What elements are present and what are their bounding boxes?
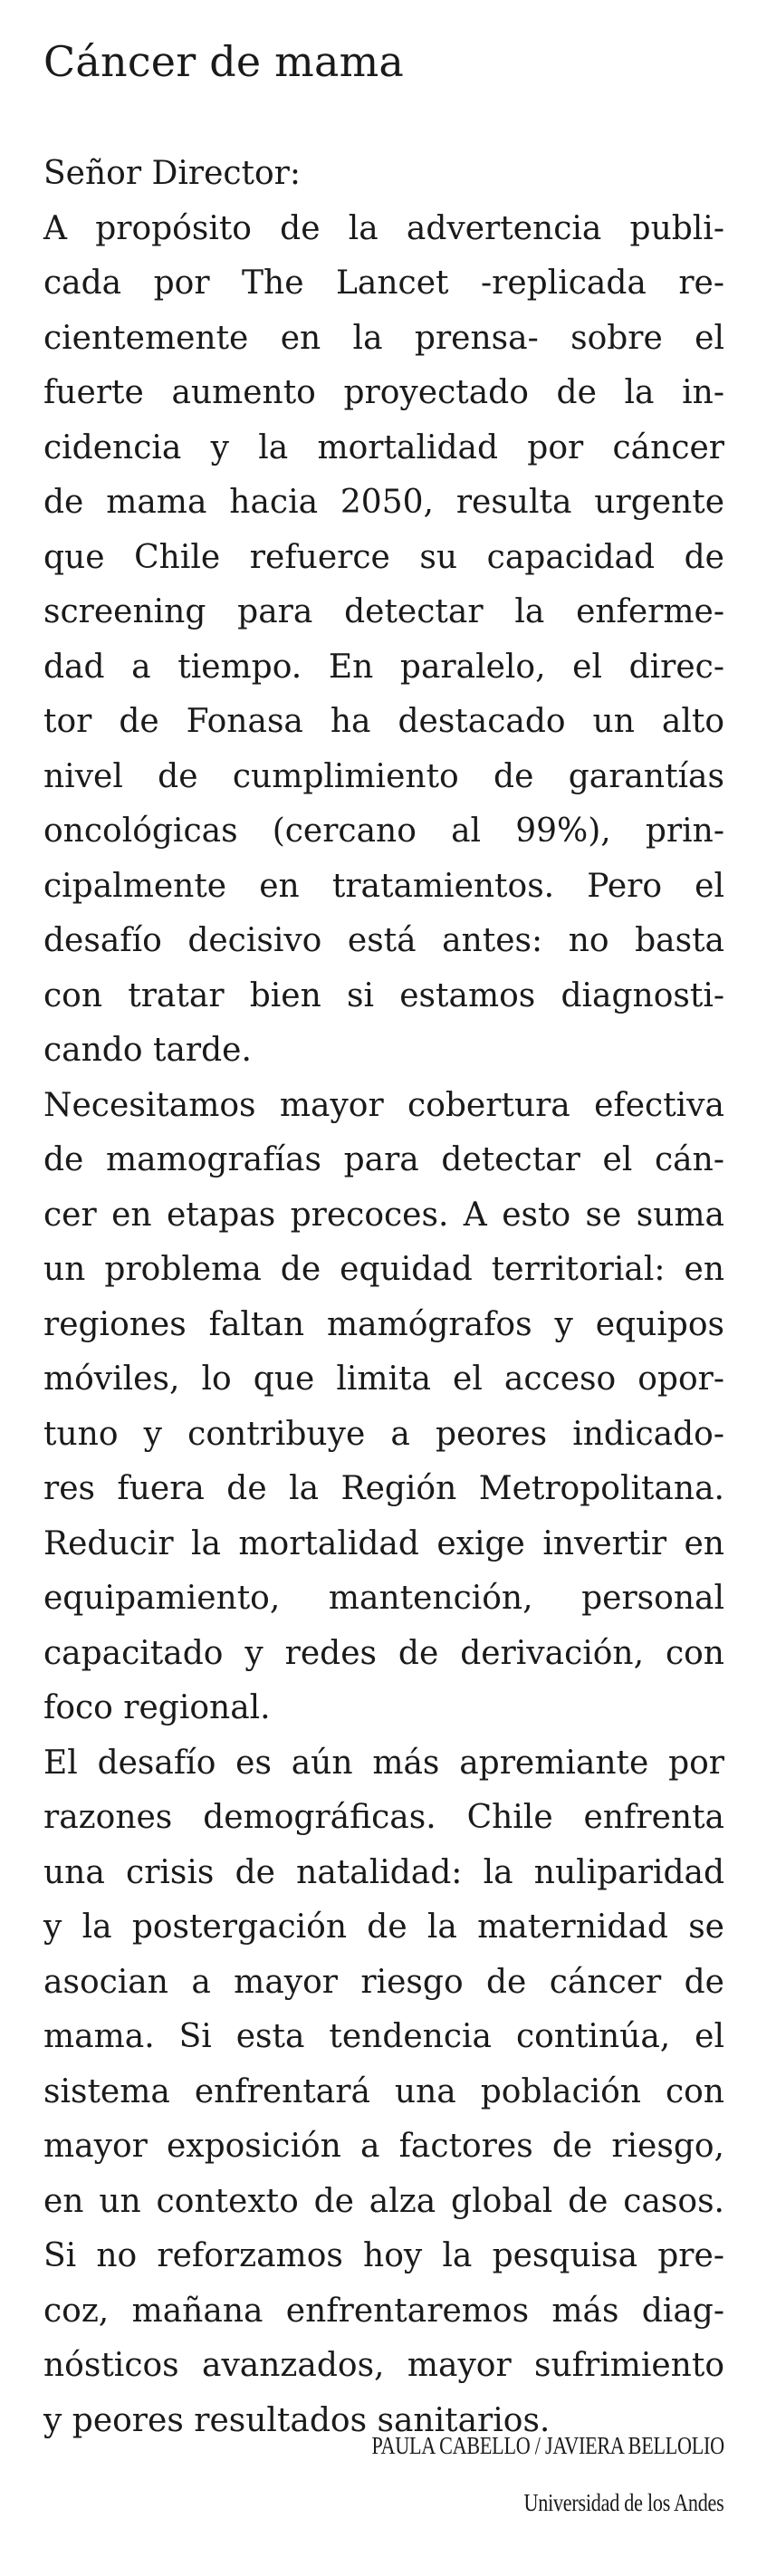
- body-line: sistema enfrentará una población con: [43, 2072, 724, 2110]
- body-line: regiones faltan mamógrafos y equipos: [43, 1305, 724, 1343]
- body-line: cando tarde.: [43, 1032, 252, 1069]
- body-line: cidencia y la mortalidad por cáncer: [43, 428, 724, 466]
- body-line: y peores resultados sanitarios.: [43, 2401, 551, 2439]
- body-line: fuerte aumento proyectado de la in-: [43, 374, 724, 411]
- body-line: una crisis de natalidad: la nuliparidad: [43, 1853, 724, 1891]
- letter-body: [43, 147, 724, 2448]
- body-line: mayor exposición a factores de riesgo,: [43, 2128, 724, 2165]
- body-line: Si no reforzamos hoy la pesquisa pre-: [43, 2237, 724, 2274]
- body-line: mama. Si esta tendencia continúa, el: [43, 2018, 724, 2055]
- body-line: de mama hacia 2050, resulta urgente: [43, 484, 724, 521]
- body-line: nósticos avanzados, mayor sufrimiento: [43, 2347, 724, 2384]
- body-line: de mamografías para detectar el cán-: [43, 1141, 724, 1178]
- body-line: capacitado y redes de derivación, con: [43, 1634, 724, 1672]
- signature-names: PAULA CABELLO / JAVIERA BELLOLIO: [371, 2432, 724, 2459]
- salutation: Señor Director:: [43, 155, 302, 192]
- body-line: tor de Fonasa ha destacado un alto: [43, 703, 724, 740]
- signature-institution: Universidad de los Andes: [523, 2489, 724, 2516]
- body-line: dad a tiempo. En paralelo, el direc-: [43, 648, 724, 686]
- body-line: nivel de cumplimiento de garantías: [43, 757, 724, 795]
- body-line: en un contexto de alza global de casos.: [43, 2182, 724, 2220]
- body-line: tuno y contribuye a peores indicado-: [43, 1415, 724, 1453]
- article-title: Cáncer de mama: [43, 37, 405, 86]
- body-line: coz, mañana enfrentaremos más diag-: [43, 2292, 724, 2330]
- body-line: cada por The Lancet -replicada re-: [43, 264, 724, 302]
- body-line: foco regional.: [43, 1689, 271, 1726]
- body-line: screening para detectar la enferme-: [43, 593, 724, 630]
- body-line: cipalmente en tratamientos. Pero el: [43, 867, 724, 905]
- body-line: cer en etapas precoces. A esto se suma: [43, 1196, 724, 1234]
- body-line: res fuera de la Región Metropolitana.: [43, 1470, 724, 1507]
- body-line: Reducir la mortalidad exige invertir en: [43, 1524, 724, 1562]
- body-line: El desafío es aún más apremiante por: [43, 1744, 724, 1782]
- body-line: con tratar bien si estamos diagnosti-: [43, 976, 724, 1014]
- body-line: y la postergación de la maternidad se: [43, 1908, 724, 1946]
- body-line: razones demográficas. Chile enfrenta: [43, 1799, 724, 1836]
- body-line: móviles, lo que limita el acceso opor-: [43, 1360, 724, 1398]
- body-line: cientemente en la prensa- sobre el: [43, 319, 724, 357]
- body-line: A propósito de la advertencia publi-: [43, 209, 724, 247]
- body-line: oncológicas (cercano al 99%), prin-: [43, 812, 724, 850]
- body-line: Necesitamos mayor cobertura efectiva: [43, 1086, 724, 1124]
- body-line: un problema de equidad territorial: en: [43, 1251, 724, 1288]
- body-line: equipamiento, mantención, personal: [43, 1580, 724, 1617]
- body-line: desafío decisivo está antes: no basta: [43, 922, 724, 959]
- body-line: que Chile refuerce su capacidad de: [43, 538, 724, 576]
- body-line: asocian a mayor riesgo de cáncer de: [43, 1963, 724, 2001]
